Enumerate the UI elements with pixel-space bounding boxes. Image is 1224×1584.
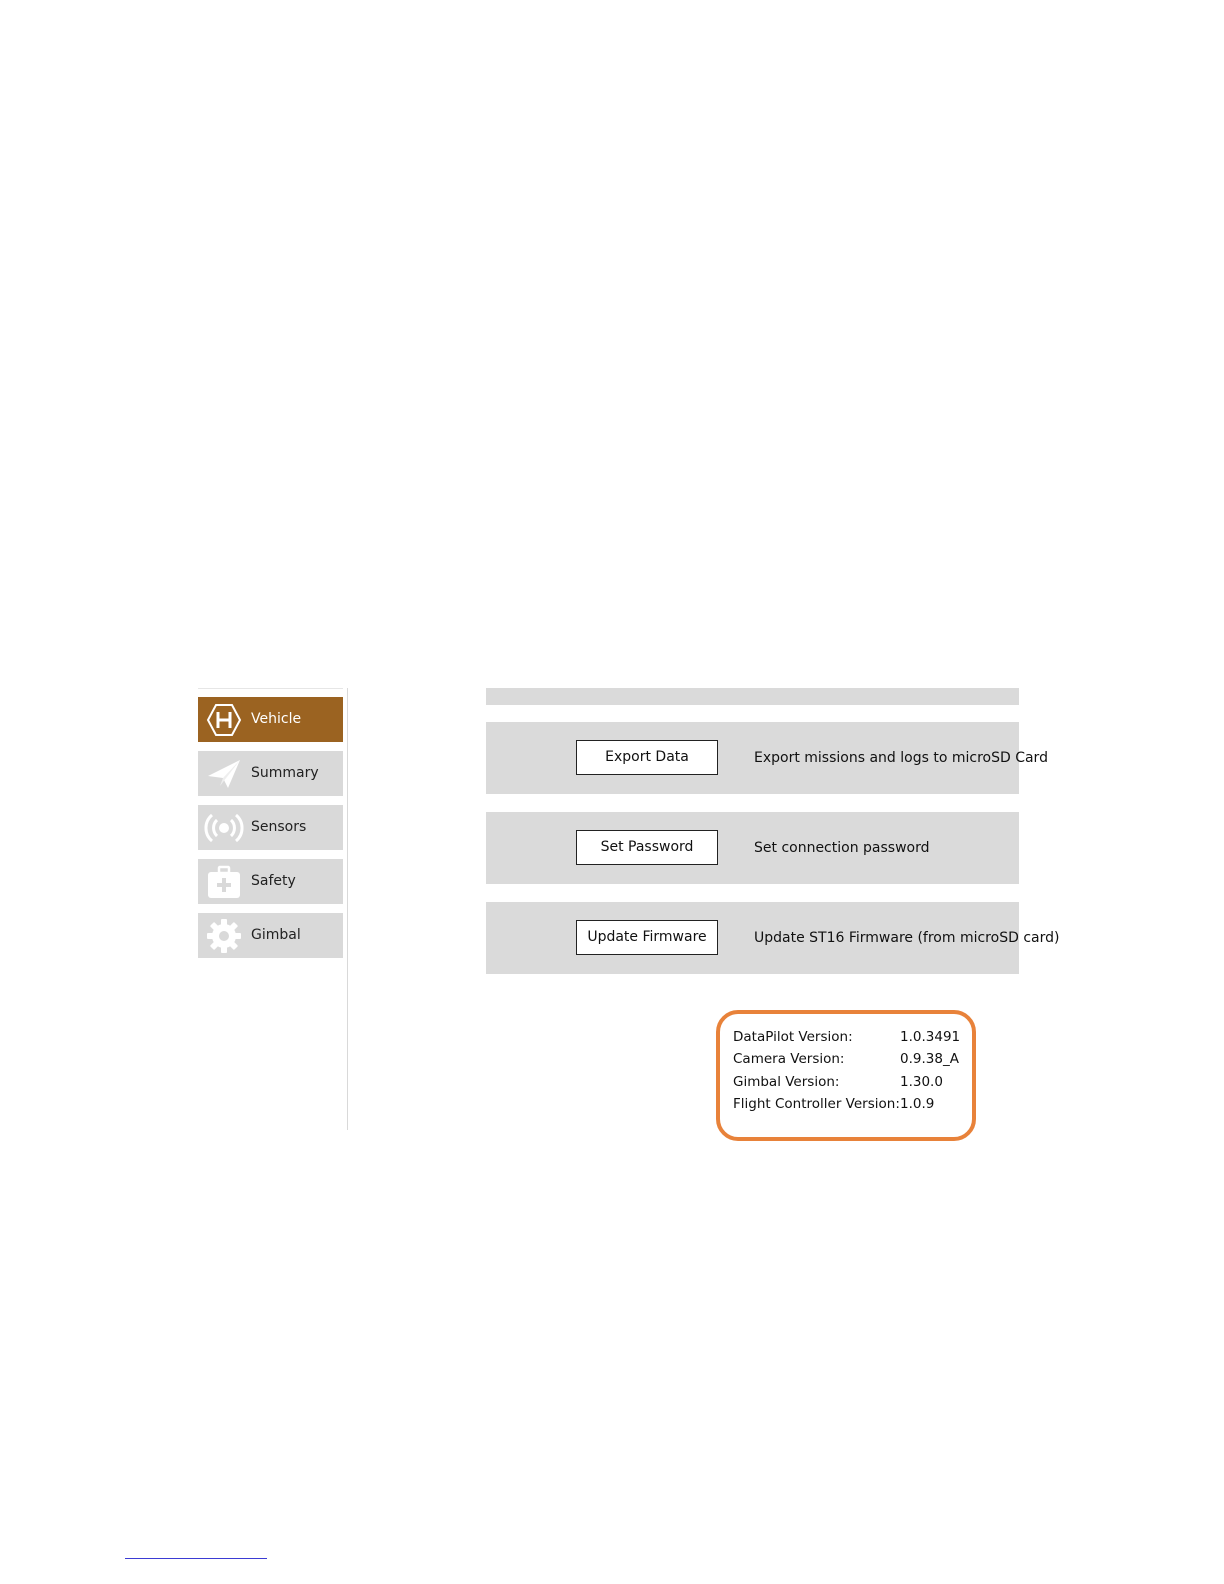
set-password-button[interactable]: Set Password bbox=[576, 830, 718, 865]
sidebar-item-vehicle[interactable] bbox=[198, 697, 343, 742]
sidebar-top-divider bbox=[198, 688, 343, 689]
update-firmware-description: Update ST16 Firmware (from microSD card) bbox=[754, 930, 1060, 946]
first-aid-kit-icon bbox=[206, 864, 242, 900]
version-label: Camera Version: bbox=[733, 1051, 845, 1067]
sidebar-item-label: Sensors bbox=[251, 819, 307, 835]
update-firmware-row bbox=[486, 902, 1060, 974]
version-value: 0.9.38_A bbox=[900, 1051, 959, 1067]
gimbal-version bbox=[733, 1074, 943, 1090]
hexagon-h-icon bbox=[206, 702, 242, 738]
version-label: Gimbal Version: bbox=[733, 1074, 840, 1090]
sidebar-item-summary[interactable] bbox=[198, 751, 343, 796]
sidebar-divider bbox=[347, 688, 348, 1130]
version-label: DataPilot Version: bbox=[733, 1029, 853, 1045]
version-label: Flight Controller Version: bbox=[733, 1096, 900, 1112]
set-password-row bbox=[486, 812, 1019, 884]
link-underline bbox=[125, 1558, 267, 1559]
sidebar-item-label: Gimbal bbox=[251, 927, 301, 943]
export-data-button[interactable]: Export Data bbox=[576, 740, 718, 775]
signal-waves-icon bbox=[206, 810, 242, 846]
gear-icon bbox=[206, 918, 242, 954]
sidebar-item-label: Vehicle bbox=[251, 711, 302, 727]
sidebar-item-safety[interactable] bbox=[198, 859, 343, 904]
sidebar-item-label: Summary bbox=[251, 765, 319, 781]
set-password-description: Set connection password bbox=[754, 840, 930, 856]
paper-plane-icon bbox=[206, 756, 242, 792]
datapilot-version bbox=[733, 1029, 960, 1045]
version-value: 1.0.3491 bbox=[900, 1029, 961, 1045]
sidebar-item-gimbal[interactable] bbox=[198, 913, 343, 958]
sidebar-item-sensors[interactable] bbox=[198, 805, 343, 850]
export-data-row bbox=[486, 722, 1048, 794]
version-info-box bbox=[716, 1010, 976, 1141]
sidebar-item-label: Safety bbox=[251, 873, 296, 889]
export-data-description: Export missions and logs to microSD Card bbox=[754, 750, 1048, 766]
camera-version bbox=[733, 1051, 959, 1067]
version-value: 1.0.9 bbox=[900, 1096, 935, 1112]
panel-header-strip bbox=[486, 688, 1019, 705]
update-firmware-button[interactable]: Update Firmware bbox=[576, 920, 718, 955]
flight-controller-version bbox=[733, 1096, 934, 1112]
version-value: 1.30.0 bbox=[900, 1074, 943, 1090]
